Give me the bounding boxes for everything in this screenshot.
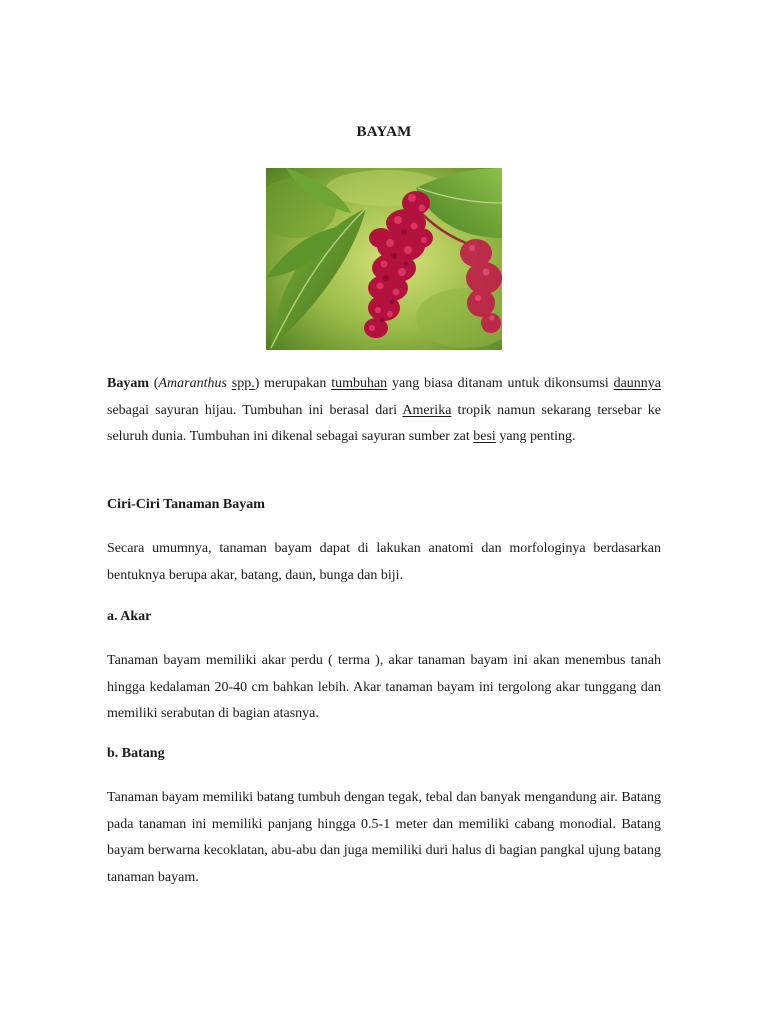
besi-link[interactable]: besi [473, 429, 496, 444]
amaranth-photo-svg [266, 168, 502, 350]
intro-text-close: ) merupakan [254, 376, 332, 391]
spp-link[interactable]: spp. [231, 376, 255, 391]
heading-batang: b. Batang [107, 746, 165, 761]
intro-lead-word: Bayam [107, 376, 149, 391]
tumbuhan-link[interactable]: tumbuhan [331, 376, 388, 391]
scientific-name: Amaranthus [158, 376, 227, 391]
batang-paragraph: Tanaman bayam memiliki batang tumbuh dengan tegak, tebal dan banyak mengandung air. Batang pada tanaman ini memiliki panjang hingga 0.5-1 meter dan memiliki cabang monodial. Batang bayam berwarna kecoklatan, abu-abu dan juga memiliki duri halus di bagian pangkal ujung batang tanaman bayam. [107, 790, 661, 885]
heading-ciri-ciri: Ciri-Ciri Tanaman Bayam [107, 497, 265, 512]
intro-text-open: ( [149, 376, 159, 391]
intro-text-a: yang biasa ditanam untuk dikonsumsi [387, 376, 614, 391]
ciri-ciri-paragraph: Secara umumnya, tanaman bayam dapat di lakukan anatomi dan morfologinya berdasarkan bentuknya berupa akar, batang, daun, bunga dan biji. [107, 541, 661, 583]
daunnya-link[interactable]: daunnya [613, 376, 662, 391]
amerika-link[interactable]: Amerika [402, 402, 452, 418]
amaranth-flower-photo [266, 168, 502, 350]
heading-akar: a. Akar [107, 609, 152, 624]
intro-text-c: tropik namun sekarang tersebar ke seluruh dunia. Tumbuhan ini dikenal sebagai sayuran sumber zat [107, 402, 661, 444]
page-title: BAYAM [356, 124, 412, 140]
akar-paragraph: Tanaman bayam memiliki akar perdu ( terma ), akar tanaman bayam ini akan menembus tanah hingga kedalaman 20-40 cm bahkan lebih. Akar tanaman bayam ini tergolong akar tunggang dan memiliki serabutan di bagian atasnya. [107, 653, 661, 721]
intro-paragraph [107, 371, 661, 451]
intro-text-b: sebagai sayuran hijau. Tumbuhan ini berasal dari [107, 402, 403, 418]
intro-text-d: yang penting. [495, 429, 576, 444]
